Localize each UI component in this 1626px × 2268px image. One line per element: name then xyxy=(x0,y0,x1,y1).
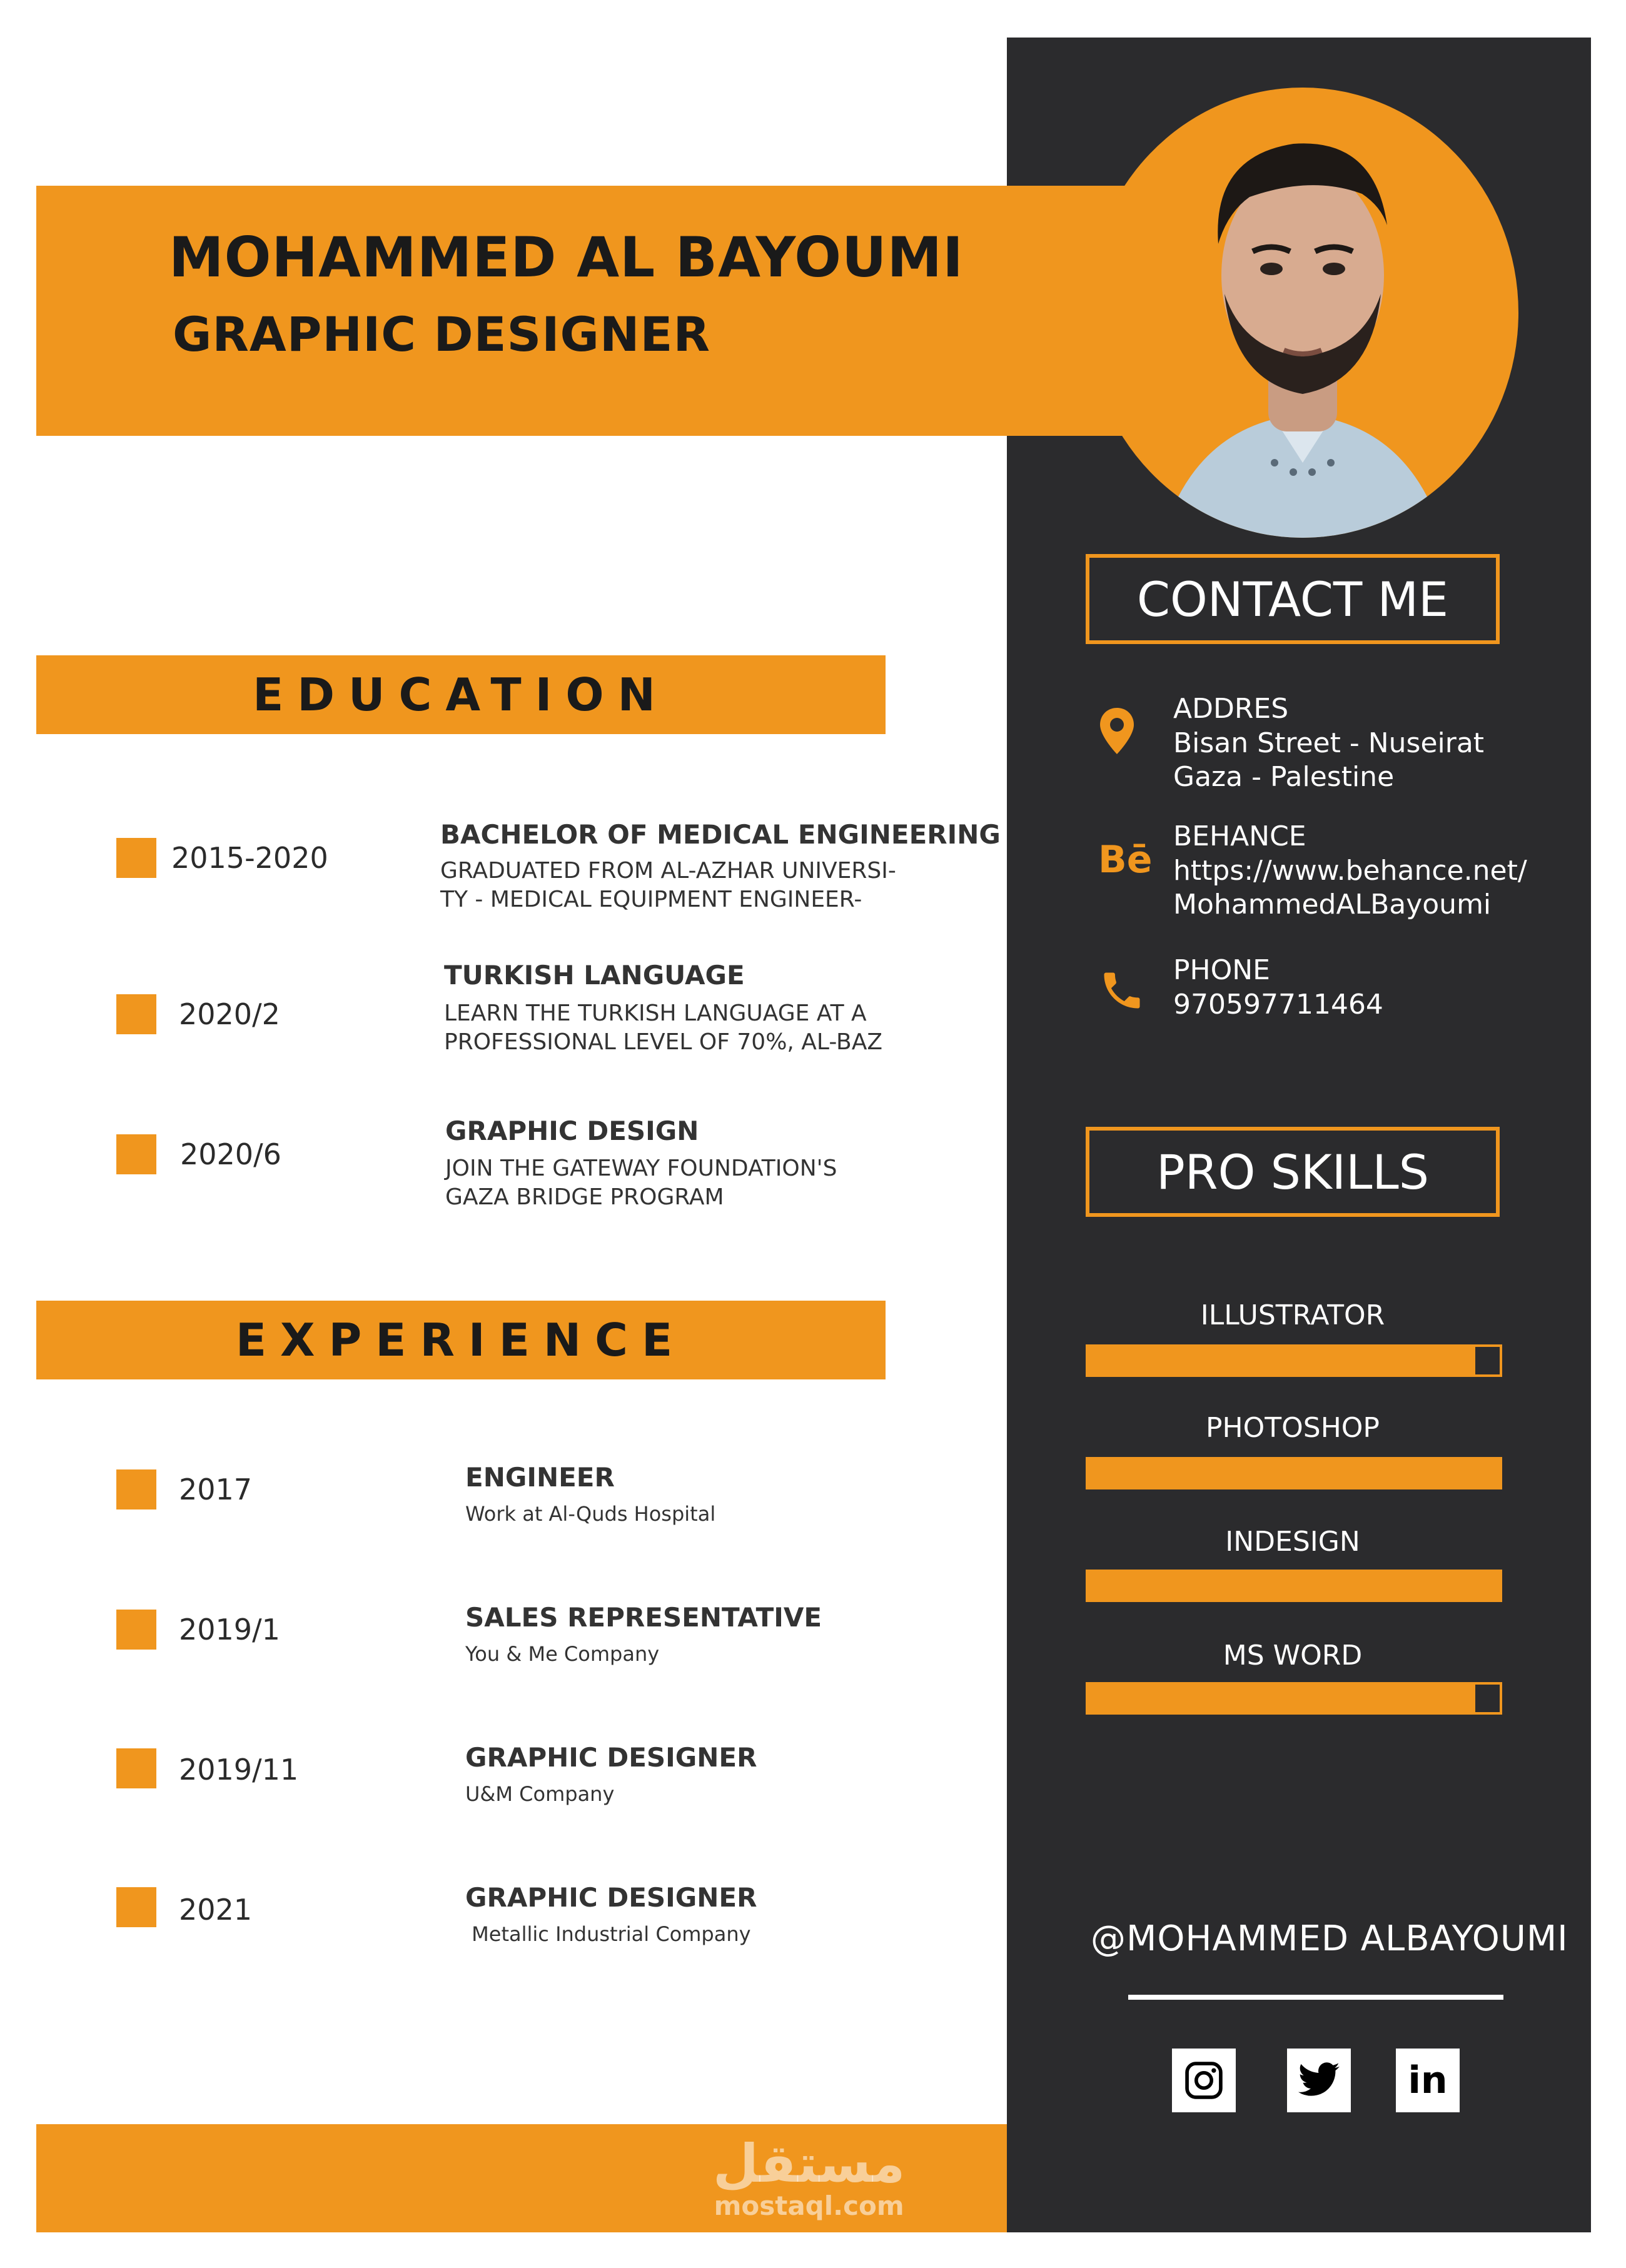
experience-title-item: GRAPHIC DESIGNER xyxy=(465,1882,757,1913)
profile-photo-illustration xyxy=(1087,88,1518,538)
experience-title: EXPERIENCE xyxy=(235,1314,687,1366)
timeline-marker xyxy=(116,1748,156,1788)
education-year: 2020/2 xyxy=(179,997,280,1031)
skills-header xyxy=(1086,1127,1500,1217)
watermark-latin: mostaql.com xyxy=(714,2190,904,2221)
instagram-icon[interactable] xyxy=(1172,2049,1236,2112)
skill-name: PHOTOSHOP xyxy=(1206,1412,1380,1444)
person-role: GRAPHIC DESIGNER xyxy=(173,306,710,362)
address-label: ADDRES xyxy=(1173,693,1289,725)
skill-name: INDESIGN xyxy=(1225,1526,1360,1558)
experience-header xyxy=(36,1301,886,1379)
address-line2: Gaza - Palestine xyxy=(1173,761,1395,793)
skill-bar xyxy=(1086,1344,1502,1377)
experience-year: 2019/1 xyxy=(179,1613,280,1646)
behance-link-line2[interactable]: MohammedALBayoumi xyxy=(1173,889,1492,920)
behance-link-line1[interactable]: https://www.behance.net/ xyxy=(1173,855,1527,887)
profile-photo xyxy=(1087,88,1518,538)
timeline-marker xyxy=(116,1469,156,1509)
education-desc-line1: GRADUATED FROM AL-AZHAR UNIVERSI- xyxy=(440,858,896,884)
experience-company: Metallic Industrial Company xyxy=(465,1922,751,1946)
education-desc-line2: PROFESSIONAL LEVEL OF 70%, AL-BAZ xyxy=(444,1029,883,1055)
education-desc-line2: TY - MEDICAL EQUIPMENT ENGINEER- xyxy=(440,887,862,912)
experience-year: 2021 xyxy=(179,1893,253,1927)
linkedin-glyph: in xyxy=(1408,2059,1448,2102)
skill-name: MS WORD xyxy=(1223,1640,1363,1671)
timeline-marker xyxy=(116,1134,156,1174)
skill-bar xyxy=(1086,1682,1502,1715)
experience-company: Work at Al-Quds Hospital xyxy=(465,1502,716,1526)
phone-label: PHONE xyxy=(1173,954,1270,986)
education-header xyxy=(36,655,886,734)
education-desc-line1: JOIN THE GATEWAY FOUNDATION'S xyxy=(445,1156,837,1181)
education-year: 2020/6 xyxy=(180,1137,281,1171)
location-pin-icon xyxy=(1098,707,1136,757)
experience-title-item: SALES REPRESENTATIVE xyxy=(465,1602,822,1633)
skill-name: ILLUSTRATOR xyxy=(1200,1299,1385,1331)
linkedin-icon[interactable] xyxy=(1396,2049,1460,2112)
divider xyxy=(1128,1995,1503,2000)
education-desc-line1: LEARN THE TURKISH LANGUAGE AT A xyxy=(444,1000,867,1026)
timeline-marker xyxy=(116,1610,156,1650)
contact-header xyxy=(1086,554,1500,644)
twitter-icon[interactable] xyxy=(1287,2049,1351,2112)
watermark xyxy=(713,2135,905,2220)
skill-bar-fill xyxy=(1088,1459,1500,1487)
skill-bar xyxy=(1086,1570,1502,1602)
experience-year: 2019/11 xyxy=(179,1753,299,1787)
education-year: 2015-2020 xyxy=(171,841,328,875)
experience-company: U&M Company xyxy=(465,1782,615,1806)
education-title-item: TURKISH LANGUAGE xyxy=(444,960,745,990)
education-title: EDUCATION xyxy=(253,668,669,721)
skill-bar-fill xyxy=(1088,1347,1475,1374)
education-desc-line2: GAZA BRIDGE PROGRAM xyxy=(445,1184,724,1210)
experience-year: 2017 xyxy=(179,1473,253,1506)
contact-title: CONTACT ME xyxy=(1136,571,1449,627)
timeline-marker xyxy=(116,994,156,1034)
watermark-arabic: مستقل xyxy=(713,2133,906,2194)
experience-company: You & Me Company xyxy=(465,1642,660,1666)
social-handle: @MOHAMMED ALBAYOUMI xyxy=(1091,1918,1568,1959)
skill-bar-fill xyxy=(1088,1685,1475,1712)
experience-title-item: ENGINEER xyxy=(465,1462,615,1493)
timeline-marker xyxy=(116,838,156,878)
education-title-item: GRAPHIC DESIGN xyxy=(445,1116,699,1146)
person-name: MOHAMMED AL BAYOUMI xyxy=(169,225,964,290)
education-title-item: BACHELOR OF MEDICAL ENGINEERING xyxy=(440,819,1001,850)
experience-title-item: GRAPHIC DESIGNER xyxy=(465,1742,757,1773)
skill-bar xyxy=(1086,1457,1502,1489)
address-line1: Bisan Street - Nuseirat xyxy=(1173,727,1485,759)
behance-icon: Bē xyxy=(1098,838,1153,882)
phone-value: 970597711464 xyxy=(1173,989,1383,1021)
skills-title: PRO SKILLS xyxy=(1156,1144,1430,1200)
skill-bar-fill xyxy=(1088,1572,1500,1600)
phone-icon xyxy=(1098,967,1146,1014)
timeline-marker xyxy=(116,1887,156,1927)
behance-label: BEHANCE xyxy=(1173,820,1306,852)
